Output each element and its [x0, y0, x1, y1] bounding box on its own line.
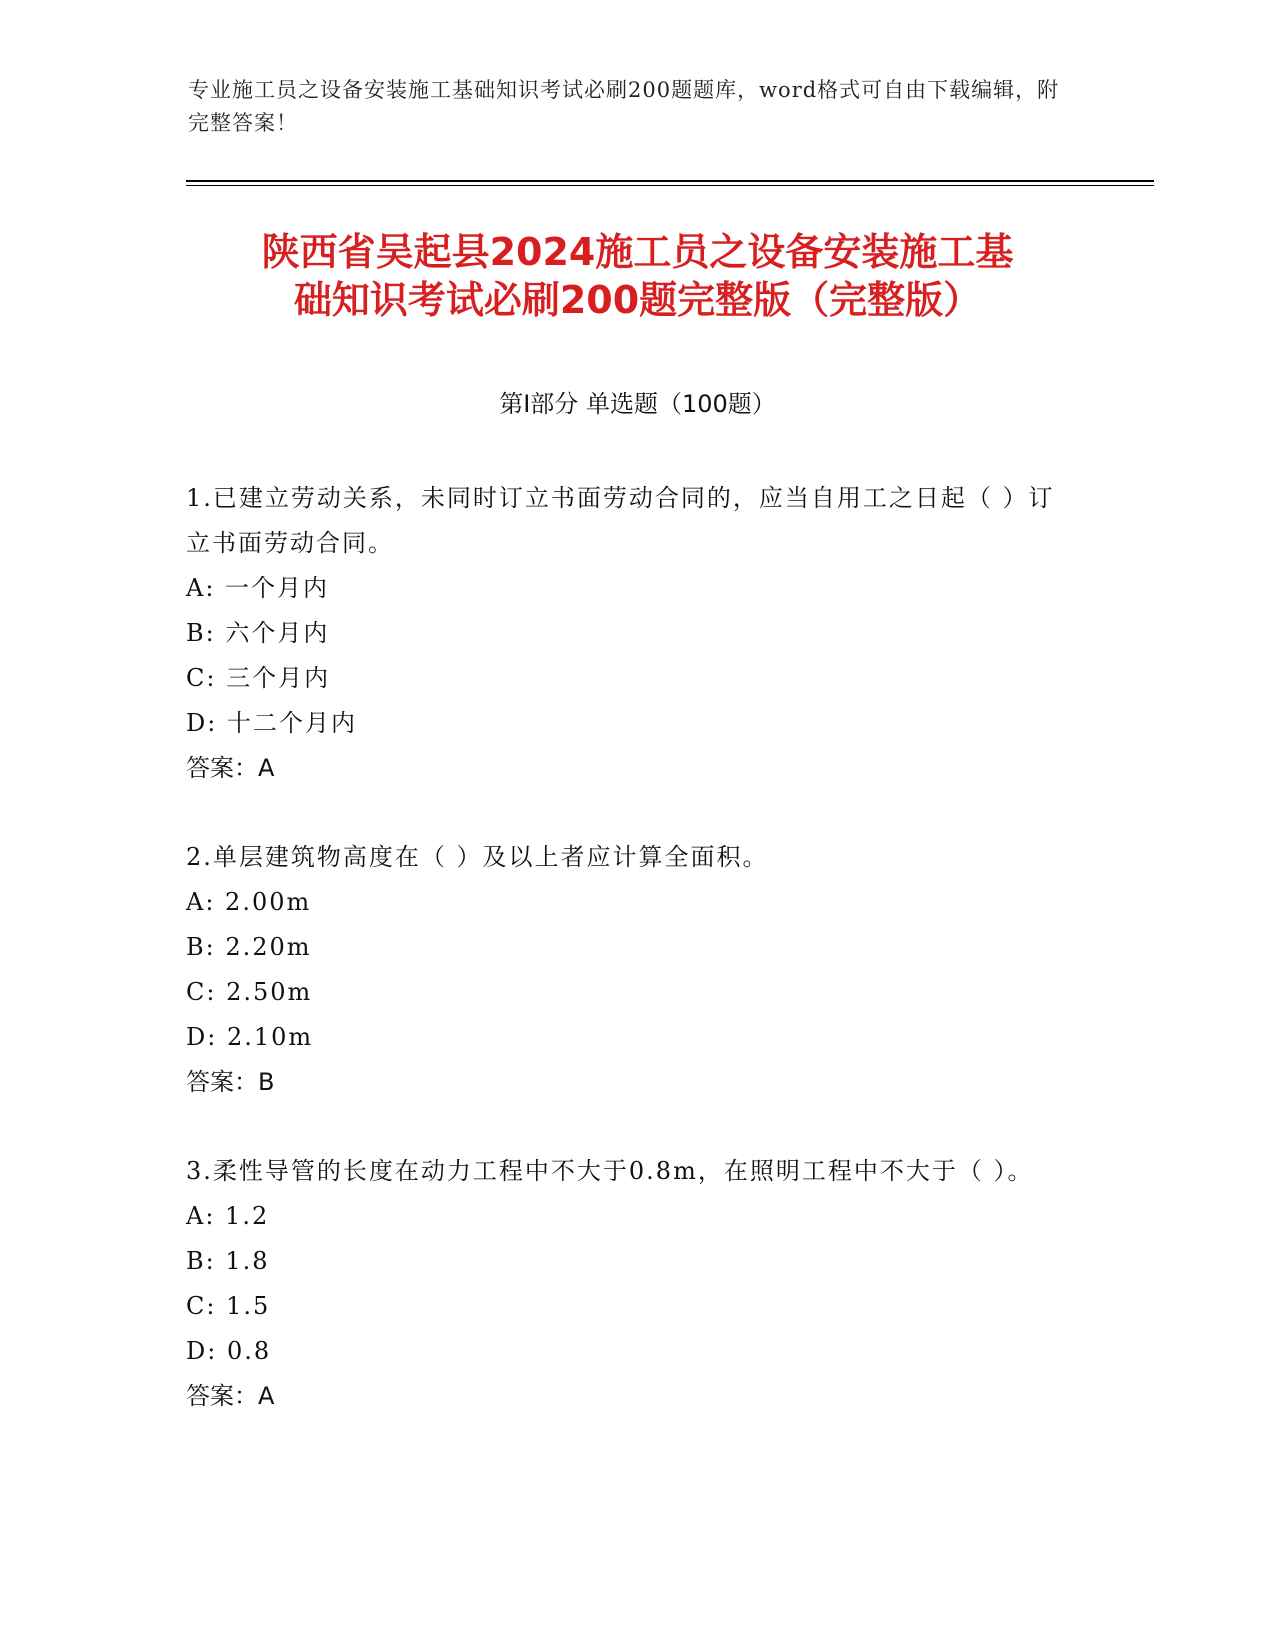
- option-d: D: 2.10m: [186, 1023, 314, 1051]
- document-title-line-1: 陕西省吴起县2024施工员之设备安装施工基: [261, 230, 1014, 274]
- option-b: B: 2.20m: [186, 933, 312, 961]
- option-d: D: 0.8: [186, 1337, 272, 1365]
- option-c: C: 三个月内: [186, 664, 331, 692]
- option-c: C: 2.50m: [186, 978, 313, 1006]
- header-note: 专业施工员之设备安装施工基础知识考试必刷200题题库，word格式可自由下载编辑，附完整答案！: [188, 78, 1060, 135]
- document-title-line-2: 础知识考试必刷200题完整版（完整版）: [293, 278, 982, 322]
- option-d: D: 十二个月内: [186, 709, 357, 737]
- question-stem: 1.已建立劳动关系，未同时订立书面劳动合同的，应当自用工之日起（ ）订立书面劳动合同。: [186, 484, 1055, 557]
- answer: 答案：B: [186, 1068, 275, 1096]
- header-rule-thin: [186, 185, 1154, 186]
- option-b: B: 1.8: [186, 1247, 270, 1275]
- option-a: A: 2.00m: [186, 888, 312, 916]
- document-title: [150, 228, 1125, 324]
- question-3: [186, 1149, 1066, 1419]
- header-rule-thick: [186, 180, 1154, 182]
- option-c: C: 1.5: [186, 1292, 271, 1320]
- section-title: 第I部分 单选题（100题）: [499, 390, 776, 418]
- question-stem: 3.柔性导管的长度在动力工程中不大于0.8m，在照明工程中不大于（ ）。: [186, 1157, 1034, 1185]
- answer: 答案：A: [186, 754, 275, 782]
- option-a: A: 1.2: [186, 1202, 270, 1230]
- question-2: [186, 835, 1066, 1105]
- question-stem: 2.单层建筑物高度在（ ）及以上者应计算全面积。: [186, 843, 769, 871]
- question-list: [186, 476, 1066, 1463]
- answer: 答案：A: [186, 1382, 275, 1410]
- option-b: B: 六个月内: [186, 619, 330, 647]
- question-1: [186, 476, 1066, 791]
- option-a: A: 一个月内: [186, 574, 330, 602]
